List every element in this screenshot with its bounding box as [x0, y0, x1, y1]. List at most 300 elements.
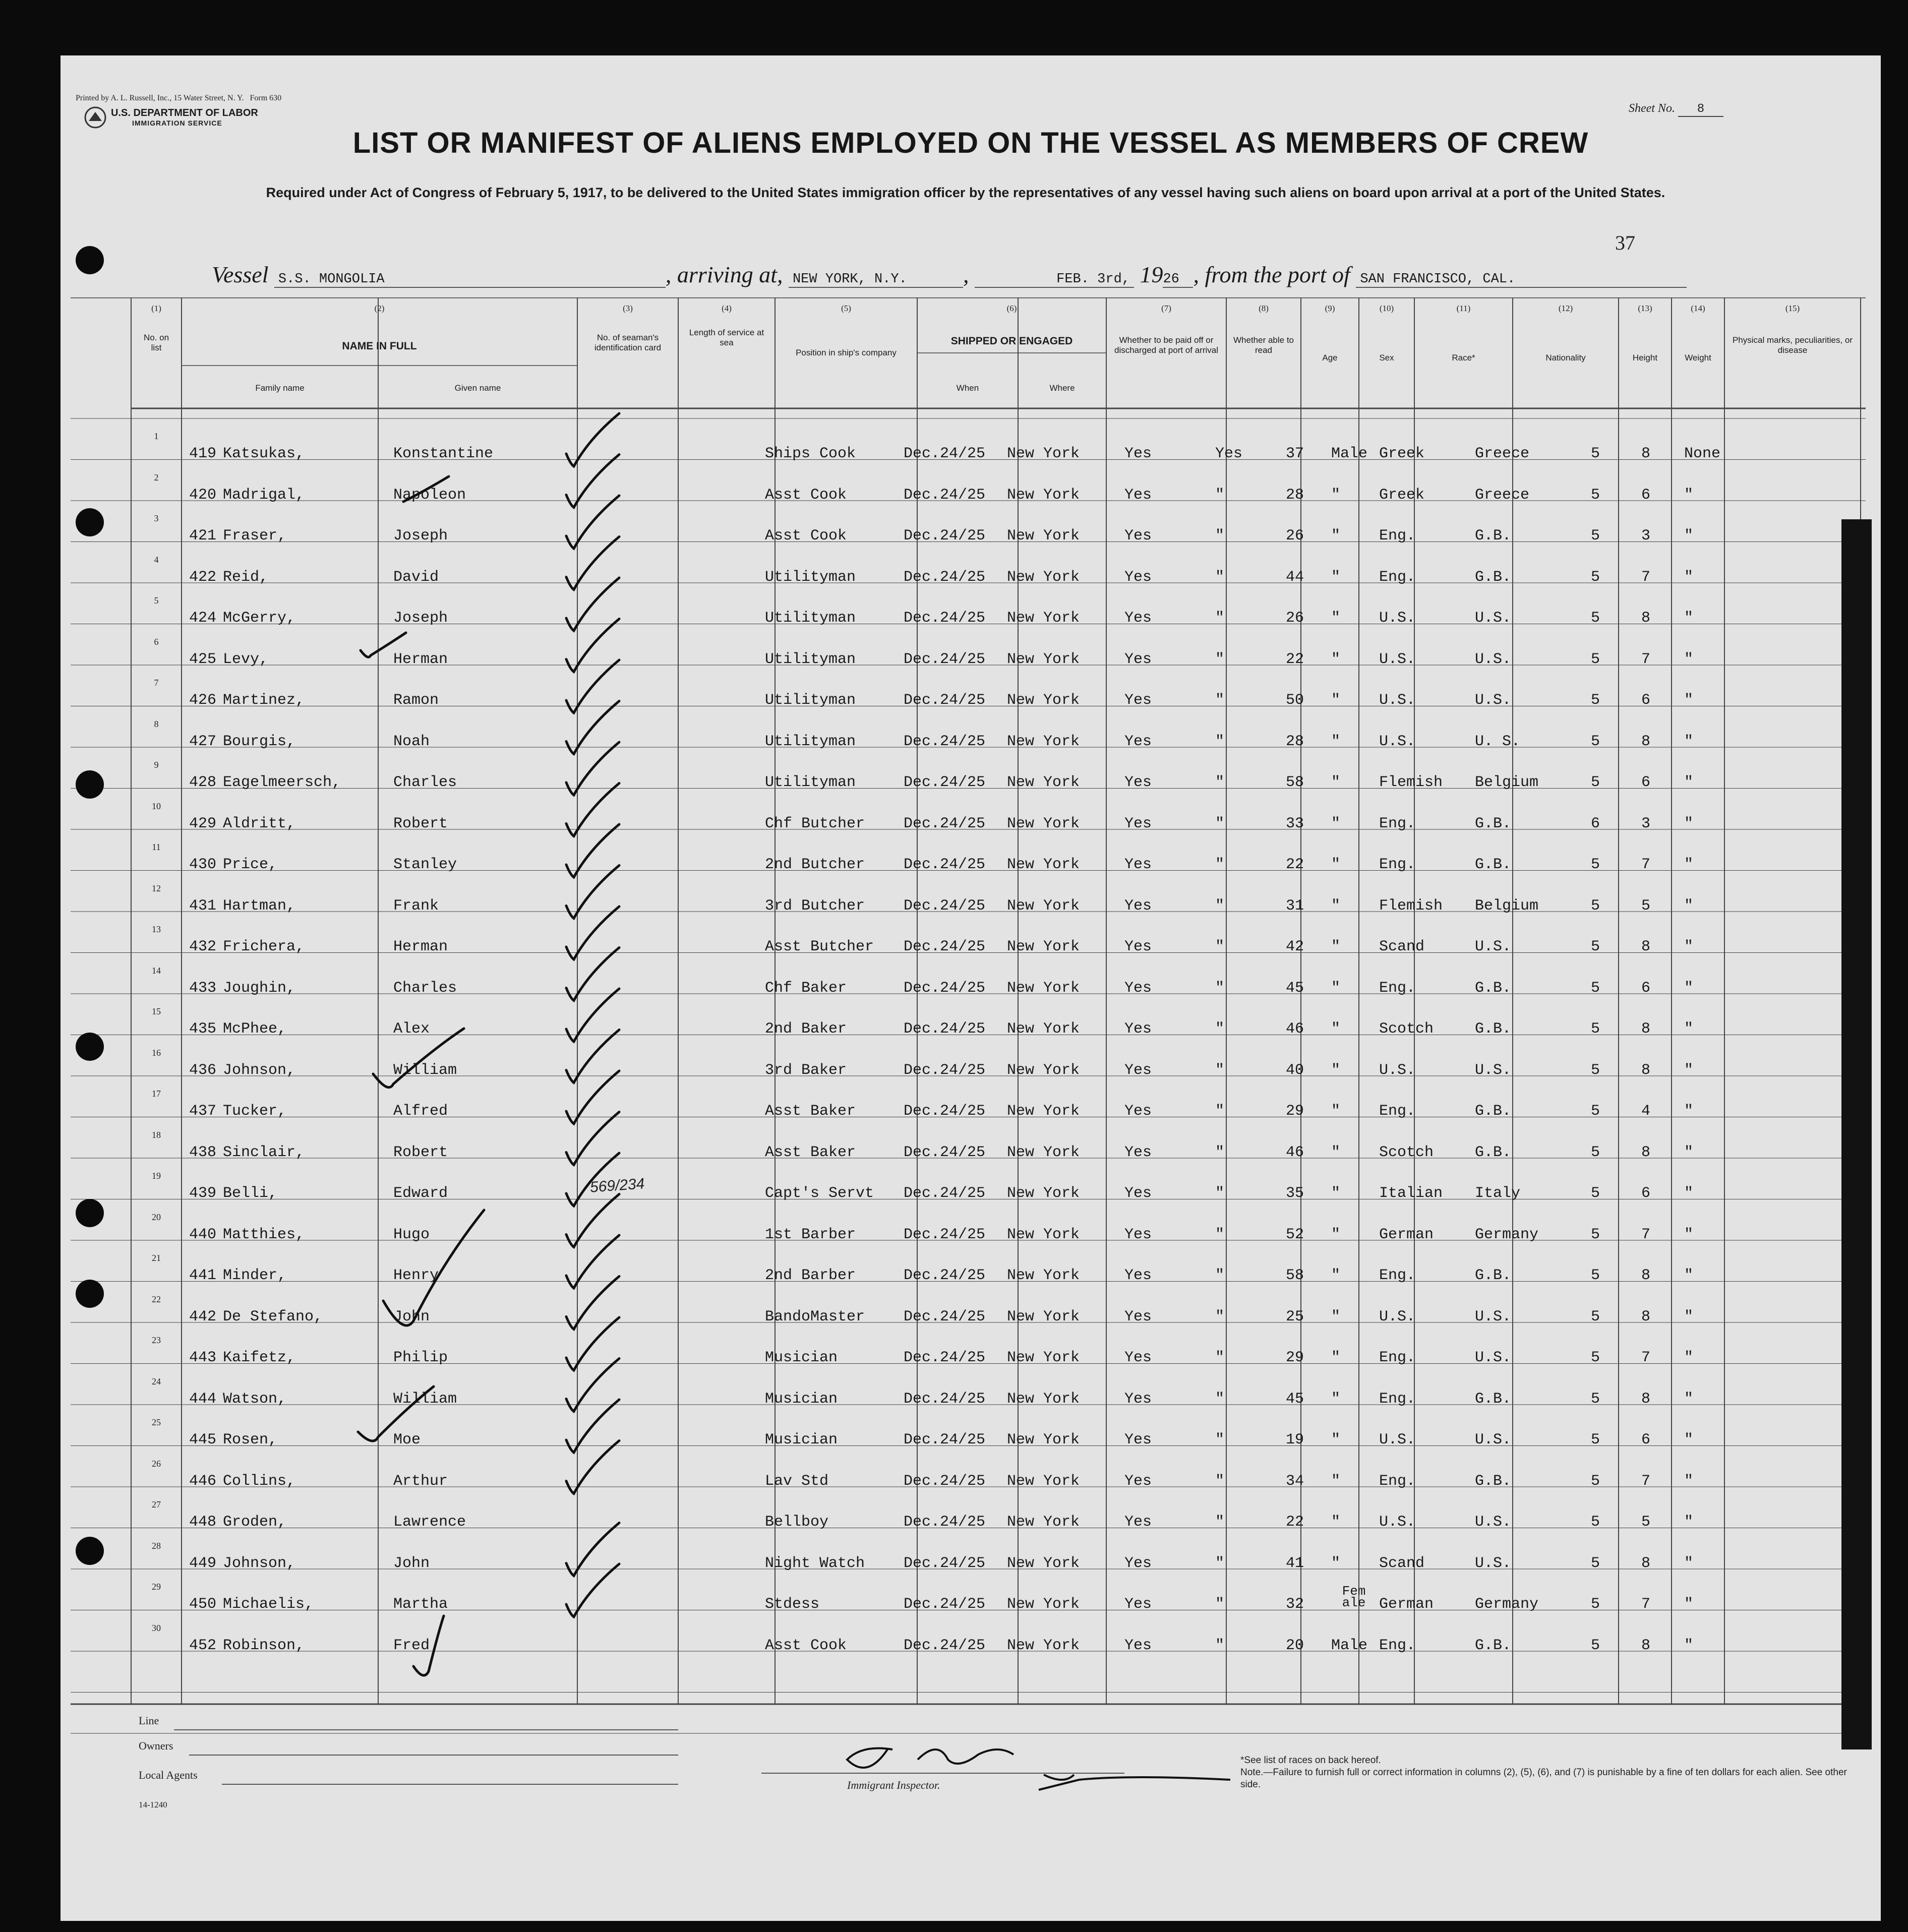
given-name: Martha [393, 1596, 448, 1613]
sex: Male [1331, 1637, 1368, 1654]
age: 28 [1286, 486, 1304, 504]
sex: " [1331, 1020, 1341, 1038]
physical-marks: " [1684, 610, 1694, 627]
age: 52 [1286, 1226, 1304, 1243]
physical-marks: " [1684, 1554, 1694, 1572]
weight: 8 [1641, 610, 1651, 627]
paid-off: Yes [1124, 1185, 1152, 1202]
weight: 6 [1641, 486, 1651, 504]
able-to-read: " [1215, 1061, 1225, 1079]
column-number: (9) [1325, 304, 1335, 313]
weight: 8 [1641, 1267, 1651, 1284]
able-to-read: " [1215, 1103, 1225, 1120]
family-name: Joughin, [223, 979, 296, 997]
race: Greek [1379, 445, 1425, 462]
punch-hole [76, 770, 104, 799]
weight: 8 [1641, 1554, 1651, 1572]
position: Chf Butcher [765, 815, 865, 832]
row-number: 6 [154, 636, 159, 647]
shipped-when: Dec.24/25 [904, 1267, 986, 1284]
nationality: G.B. [1475, 856, 1512, 873]
weight: 8 [1641, 1308, 1651, 1325]
header-age: Age [1322, 353, 1338, 363]
row-id-number: 424 [189, 610, 217, 627]
able-to-read: " [1215, 650, 1225, 668]
race: Scand [1379, 1554, 1425, 1572]
height: 5 [1591, 1185, 1600, 1202]
height: 5 [1591, 1554, 1600, 1572]
height: 5 [1591, 1596, 1600, 1613]
row-number: 15 [152, 1006, 161, 1016]
nationality: U. S. [1475, 733, 1521, 750]
race: Greek [1379, 486, 1425, 504]
age: 28 [1286, 733, 1304, 750]
row-id-number: 437 [189, 1103, 217, 1120]
given-name: Alex [393, 1020, 430, 1038]
row-number: 11 [152, 842, 161, 852]
family-name: Belli, [223, 1185, 278, 1202]
shipped-when: Dec.24/25 [904, 733, 986, 750]
sex: " [1331, 1267, 1341, 1284]
race: U.S. [1379, 610, 1416, 627]
family-name: Hartman, [223, 897, 296, 915]
able-to-read: " [1215, 1554, 1225, 1572]
family-name: Katsukas, [223, 445, 305, 462]
weight: 7 [1641, 1596, 1651, 1613]
paid-off: Yes [1124, 1308, 1152, 1325]
sex: " [1331, 1185, 1341, 1202]
paid-off: Yes [1124, 527, 1152, 545]
row-number: 8 [154, 718, 159, 729]
row-id-number: 430 [189, 856, 217, 873]
nationality: U.S. [1475, 1431, 1512, 1448]
shipped-where: New York [1007, 1431, 1080, 1448]
nationality: U.S. [1475, 1308, 1512, 1325]
shipped-where: New York [1007, 1267, 1080, 1284]
row-number: 2 [154, 472, 159, 482]
physical-marks: " [1684, 568, 1694, 586]
sex: " [1331, 568, 1341, 586]
shipped-where: New York [1007, 1061, 1080, 1079]
row-id-number: 442 [189, 1308, 217, 1325]
header-family-name: Family name [255, 383, 305, 393]
row-number: 29 [152, 1582, 161, 1592]
race: Eng. [1379, 856, 1416, 873]
able-to-read: " [1215, 1349, 1225, 1366]
shipped-when: Dec.24/25 [904, 1061, 986, 1079]
family-name: Collins, [223, 1472, 296, 1490]
age: 58 [1286, 1267, 1304, 1284]
page-subtitle: Required under Act of Congress of February 5, 1917, to be delivered to the United States immigration officer by the representatives of any vessel having such aliens on board upon arrival at a port of the United States. [266, 185, 1665, 200]
given-name: Robert [393, 815, 448, 832]
paid-off: Yes [1124, 1061, 1152, 1079]
given-name: William [393, 1390, 457, 1408]
position: 1st Barber [765, 1226, 856, 1243]
row-id-number: 431 [189, 897, 217, 915]
physical-marks: " [1684, 1349, 1694, 1366]
nationality: U.S. [1475, 1554, 1512, 1572]
height: 5 [1591, 610, 1600, 627]
nationality: G.B. [1475, 1267, 1512, 1284]
weight: 7 [1641, 568, 1651, 586]
family-name: Tucker, [223, 1103, 287, 1120]
header-no-on-list: No. on list [143, 333, 169, 353]
race: U.S. [1379, 1308, 1416, 1325]
nationality: U.S. [1475, 938, 1512, 955]
nationality: U.S. [1475, 650, 1512, 668]
position: 2nd Butcher [765, 856, 865, 873]
nationality: U.S. [1475, 1514, 1512, 1531]
shipped-where: New York [1007, 1472, 1080, 1490]
family-name: Watson, [223, 1390, 287, 1408]
sex: Fem ale [1342, 1584, 1366, 1611]
row-id-number: 427 [189, 733, 217, 750]
local-agents-label: Local Agents [139, 1769, 198, 1781]
age: 41 [1286, 1554, 1304, 1572]
shipped-when: Dec.24/25 [904, 445, 986, 462]
race: Eng. [1379, 1349, 1416, 1366]
height: 5 [1591, 1226, 1600, 1243]
column-number: (12) [1558, 304, 1573, 313]
family-name: Frichera, [223, 938, 305, 955]
header-nationality: Nationality [1545, 353, 1586, 363]
punch-hole [76, 1033, 104, 1061]
family-name: Robinson, [223, 1637, 305, 1654]
shipped-where: New York [1007, 486, 1080, 504]
position: 3rd Butcher [765, 897, 865, 915]
shipped-where: New York [1007, 1554, 1080, 1572]
able-to-read: " [1215, 1390, 1225, 1408]
physical-marks: " [1684, 692, 1694, 709]
sex: " [1331, 897, 1341, 915]
able-to-read: " [1215, 1267, 1225, 1284]
column-number: (14) [1691, 304, 1705, 313]
height: 5 [1591, 733, 1600, 750]
family-name: Price, [223, 856, 278, 873]
shipped-when: Dec.24/25 [904, 856, 986, 873]
column-number: (4) [722, 304, 732, 313]
physical-marks: " [1684, 1514, 1694, 1531]
shipped-when: Dec.24/25 [904, 650, 986, 668]
shipped-when: Dec.24/25 [904, 486, 986, 504]
row-id-number: 445 [189, 1431, 217, 1448]
shipped-when: Dec.24/25 [904, 1226, 986, 1243]
form-number: 14-1240 [139, 1800, 167, 1809]
race: U.S. [1379, 1514, 1416, 1531]
physical-marks: " [1684, 1143, 1694, 1161]
sex: " [1331, 774, 1341, 791]
age: 22 [1286, 856, 1304, 873]
family-name: Madrigal, [223, 486, 305, 504]
paid-off: Yes [1124, 1514, 1152, 1531]
shipped-when: Dec.24/25 [904, 1472, 986, 1490]
paid-off: Yes [1124, 1472, 1152, 1490]
height: 5 [1591, 692, 1600, 709]
able-to-read: " [1215, 1020, 1225, 1038]
row-number: 30 [152, 1622, 161, 1633]
age: 45 [1286, 979, 1304, 997]
able-to-read: " [1215, 774, 1225, 791]
weight: 6 [1641, 692, 1651, 709]
line-label: Line [139, 1714, 159, 1727]
paid-off: Yes [1124, 1390, 1152, 1408]
nationality: G.B. [1475, 527, 1512, 545]
race: Eng. [1379, 527, 1416, 545]
shipped-when: Dec.24/25 [904, 568, 986, 586]
family-name: Johnson, [223, 1061, 296, 1079]
paid-off: Yes [1124, 1103, 1152, 1120]
physical-marks: " [1684, 1185, 1694, 1202]
position: Asst Cook [765, 486, 847, 504]
header-height: Height [1632, 353, 1658, 363]
position: Utilityman [765, 568, 856, 586]
shipped-where: New York [1007, 774, 1080, 791]
sex: " [1331, 1554, 1341, 1572]
row-number: 19 [152, 1171, 161, 1181]
column-number: (3) [623, 304, 633, 313]
paid-off: Yes [1124, 1226, 1152, 1243]
family-name: Groden, [223, 1514, 287, 1531]
row-id-number: 429 [189, 815, 217, 832]
height: 5 [1591, 1390, 1600, 1408]
position: Musician [765, 1349, 838, 1366]
header-physical-marks: Physical marks, peculiarities, or disease [1732, 335, 1853, 355]
paid-off: Yes [1124, 938, 1152, 955]
race: U.S. [1379, 692, 1416, 709]
given-name: William [393, 1061, 457, 1079]
physical-marks: " [1684, 1226, 1694, 1243]
given-name: Konstantine [393, 445, 494, 462]
weight: 8 [1641, 1143, 1651, 1161]
height: 5 [1591, 1020, 1600, 1038]
able-to-read: " [1215, 1431, 1225, 1448]
physical-marks: " [1684, 815, 1694, 832]
able-to-read: " [1215, 568, 1225, 586]
row-number: 14 [152, 965, 161, 976]
shipped-when: Dec.24/25 [904, 774, 986, 791]
row-id-number: 452 [189, 1637, 217, 1654]
column-number: (15) [1785, 304, 1800, 313]
row-number: 5 [154, 595, 159, 606]
physical-marks: " [1684, 527, 1694, 545]
shipped-where: New York [1007, 1514, 1080, 1531]
header-race: Race* [1452, 353, 1475, 363]
family-name: Michaelis, [223, 1596, 314, 1613]
shipped-where: New York [1007, 527, 1080, 545]
position: Bellboy [765, 1514, 829, 1531]
given-name: Herman [393, 650, 448, 668]
sex: " [1331, 856, 1341, 873]
sex: " [1331, 610, 1341, 627]
given-name: Henry [393, 1267, 439, 1284]
paid-off: Yes [1124, 650, 1152, 668]
header-able-read: Whether able to read [1233, 335, 1294, 355]
position: Ships Cook [765, 445, 856, 462]
row-number: 17 [152, 1089, 161, 1099]
nationality: Germany [1475, 1226, 1539, 1243]
position: Chf Baker [765, 979, 847, 997]
header-sex: Sex [1379, 353, 1394, 363]
age: 45 [1286, 1390, 1304, 1408]
race: Eng. [1379, 1267, 1416, 1284]
age: 29 [1286, 1349, 1304, 1366]
race: U.S. [1379, 733, 1416, 750]
given-name: Alfred [393, 1103, 448, 1120]
shipped-when: Dec.24/25 [904, 1103, 986, 1120]
age: 33 [1286, 815, 1304, 832]
nationality: Greece [1475, 445, 1530, 462]
height: 5 [1591, 1061, 1600, 1079]
header-when: When [956, 383, 979, 393]
paid-off: Yes [1124, 1020, 1152, 1038]
paid-off: Yes [1124, 1596, 1152, 1613]
position: Asst Cook [765, 527, 847, 545]
race: Scotch [1379, 1143, 1434, 1161]
paid-off: Yes [1124, 897, 1152, 915]
shipped-where: New York [1007, 815, 1080, 832]
position: BandoMaster [765, 1308, 865, 1325]
able-to-read: " [1215, 527, 1225, 545]
paid-off: Yes [1124, 774, 1152, 791]
shipped-when: Dec.24/25 [904, 1020, 986, 1038]
weight: 6 [1641, 774, 1651, 791]
family-name: Minder, [223, 1267, 287, 1284]
shipped-where: New York [1007, 1349, 1080, 1366]
age: 37 [1286, 445, 1304, 462]
given-name: Arthur [393, 1472, 448, 1490]
able-to-read: " [1215, 1185, 1225, 1202]
given-name: Lawrence [393, 1514, 466, 1531]
nationality: G.B. [1475, 1390, 1512, 1408]
physical-marks: " [1684, 1390, 1694, 1408]
departure-port: SAN FRANCISCO, CAL. [1356, 272, 1687, 288]
row-number: 7 [154, 678, 159, 688]
able-to-read: " [1215, 979, 1225, 997]
family-name: McGerry, [223, 610, 296, 627]
shipped-when: Dec.24/25 [904, 938, 986, 955]
age: 46 [1286, 1020, 1304, 1038]
family-name: Aldritt, [223, 815, 296, 832]
nationality: G.B. [1475, 1472, 1512, 1490]
weight: 7 [1641, 1472, 1651, 1490]
physical-marks: " [1684, 1061, 1694, 1079]
paid-off: Yes [1124, 1637, 1152, 1654]
physical-marks: " [1684, 1020, 1694, 1038]
row-number: 10 [152, 801, 161, 811]
age: 40 [1286, 1061, 1304, 1079]
race: U.S. [1379, 1061, 1416, 1079]
height: 5 [1591, 1349, 1600, 1366]
department-block: U.S. DEPARTMENT OF LABOR IMMIGRATION SERVICE [111, 107, 258, 128]
race: Eng. [1379, 1390, 1416, 1408]
row-id-number: 422 [189, 568, 217, 586]
weight: 8 [1641, 445, 1651, 462]
row-id-number: 441 [189, 1267, 217, 1284]
age: 22 [1286, 1514, 1304, 1531]
handwritten-note: 569/234 [589, 1175, 645, 1196]
given-name: Stanley [393, 856, 457, 873]
physical-marks: " [1684, 1103, 1694, 1120]
shipped-when: Dec.24/25 [904, 1637, 986, 1654]
inspector-signature [938, 1739, 941, 1740]
race: Eng. [1379, 1637, 1416, 1654]
punch-hole [76, 1199, 104, 1227]
given-name: John [393, 1554, 430, 1572]
shipped-when: Dec.24/25 [904, 1143, 986, 1161]
weight: 8 [1641, 1390, 1651, 1408]
position: Stdess [765, 1596, 820, 1613]
sex: " [1331, 1514, 1341, 1531]
shipped-when: Dec.24/25 [904, 1596, 986, 1613]
family-name: Johnson, [223, 1554, 296, 1572]
row-number: 9 [154, 760, 159, 770]
able-to-read: " [1215, 1143, 1225, 1161]
sex: " [1331, 1308, 1341, 1325]
nationality: U.S. [1475, 610, 1512, 627]
paid-off: Yes [1124, 856, 1152, 873]
row-id-number: 432 [189, 938, 217, 955]
physical-marks: " [1684, 897, 1694, 915]
row-number: 26 [152, 1458, 161, 1469]
age: 26 [1286, 610, 1304, 627]
weight: 8 [1641, 1061, 1651, 1079]
paid-off: Yes [1124, 568, 1152, 586]
sex: " [1331, 1061, 1341, 1079]
row-id-number: 439 [189, 1185, 217, 1202]
paid-off: Yes [1124, 815, 1152, 832]
weight: 5 [1641, 1514, 1651, 1531]
physical-marks: " [1684, 733, 1694, 750]
weight: 8 [1641, 733, 1651, 750]
position: Night Watch [765, 1554, 865, 1572]
paid-off: Yes [1124, 1554, 1152, 1572]
column-number: (2) [374, 304, 385, 313]
page-title: LIST OR MANIFEST OF ALIENS EMPLOYED ON THE VESSEL AS MEMBERS OF CREW [352, 127, 1589, 159]
nationality: G.B. [1475, 815, 1512, 832]
age: 58 [1286, 774, 1304, 791]
sex: Male [1331, 445, 1368, 462]
sex: " [1331, 938, 1341, 955]
shipped-when: Dec.24/25 [904, 692, 986, 709]
age: 34 [1286, 1472, 1304, 1490]
physical-marks: " [1684, 774, 1694, 791]
able-to-read: " [1215, 815, 1225, 832]
stamp-number: 37 [1615, 231, 1635, 254]
able-to-read: " [1215, 486, 1225, 504]
age: 20 [1286, 1637, 1304, 1654]
height: 5 [1591, 1514, 1600, 1531]
given-name: Frank [393, 897, 439, 915]
given-name: Hugo [393, 1226, 430, 1243]
given-name: Philip [393, 1349, 448, 1366]
column-number: (7) [1161, 304, 1171, 313]
able-to-read: " [1215, 856, 1225, 873]
sex: " [1331, 1226, 1341, 1243]
weight: 8 [1641, 1637, 1651, 1654]
sex: " [1331, 815, 1341, 832]
row-number: 13 [152, 924, 161, 934]
physical-marks: " [1684, 938, 1694, 955]
height: 5 [1591, 1103, 1600, 1120]
age: 50 [1286, 692, 1304, 709]
paid-off: Yes [1124, 1349, 1152, 1366]
weight: 6 [1641, 979, 1651, 997]
shipped-where: New York [1007, 1637, 1080, 1654]
nationality: G.B. [1475, 1143, 1512, 1161]
shipped-where: New York [1007, 1226, 1080, 1243]
header-shipped: SHIPPED OR ENGAGED [950, 335, 1073, 347]
given-name: Joseph [393, 527, 448, 545]
